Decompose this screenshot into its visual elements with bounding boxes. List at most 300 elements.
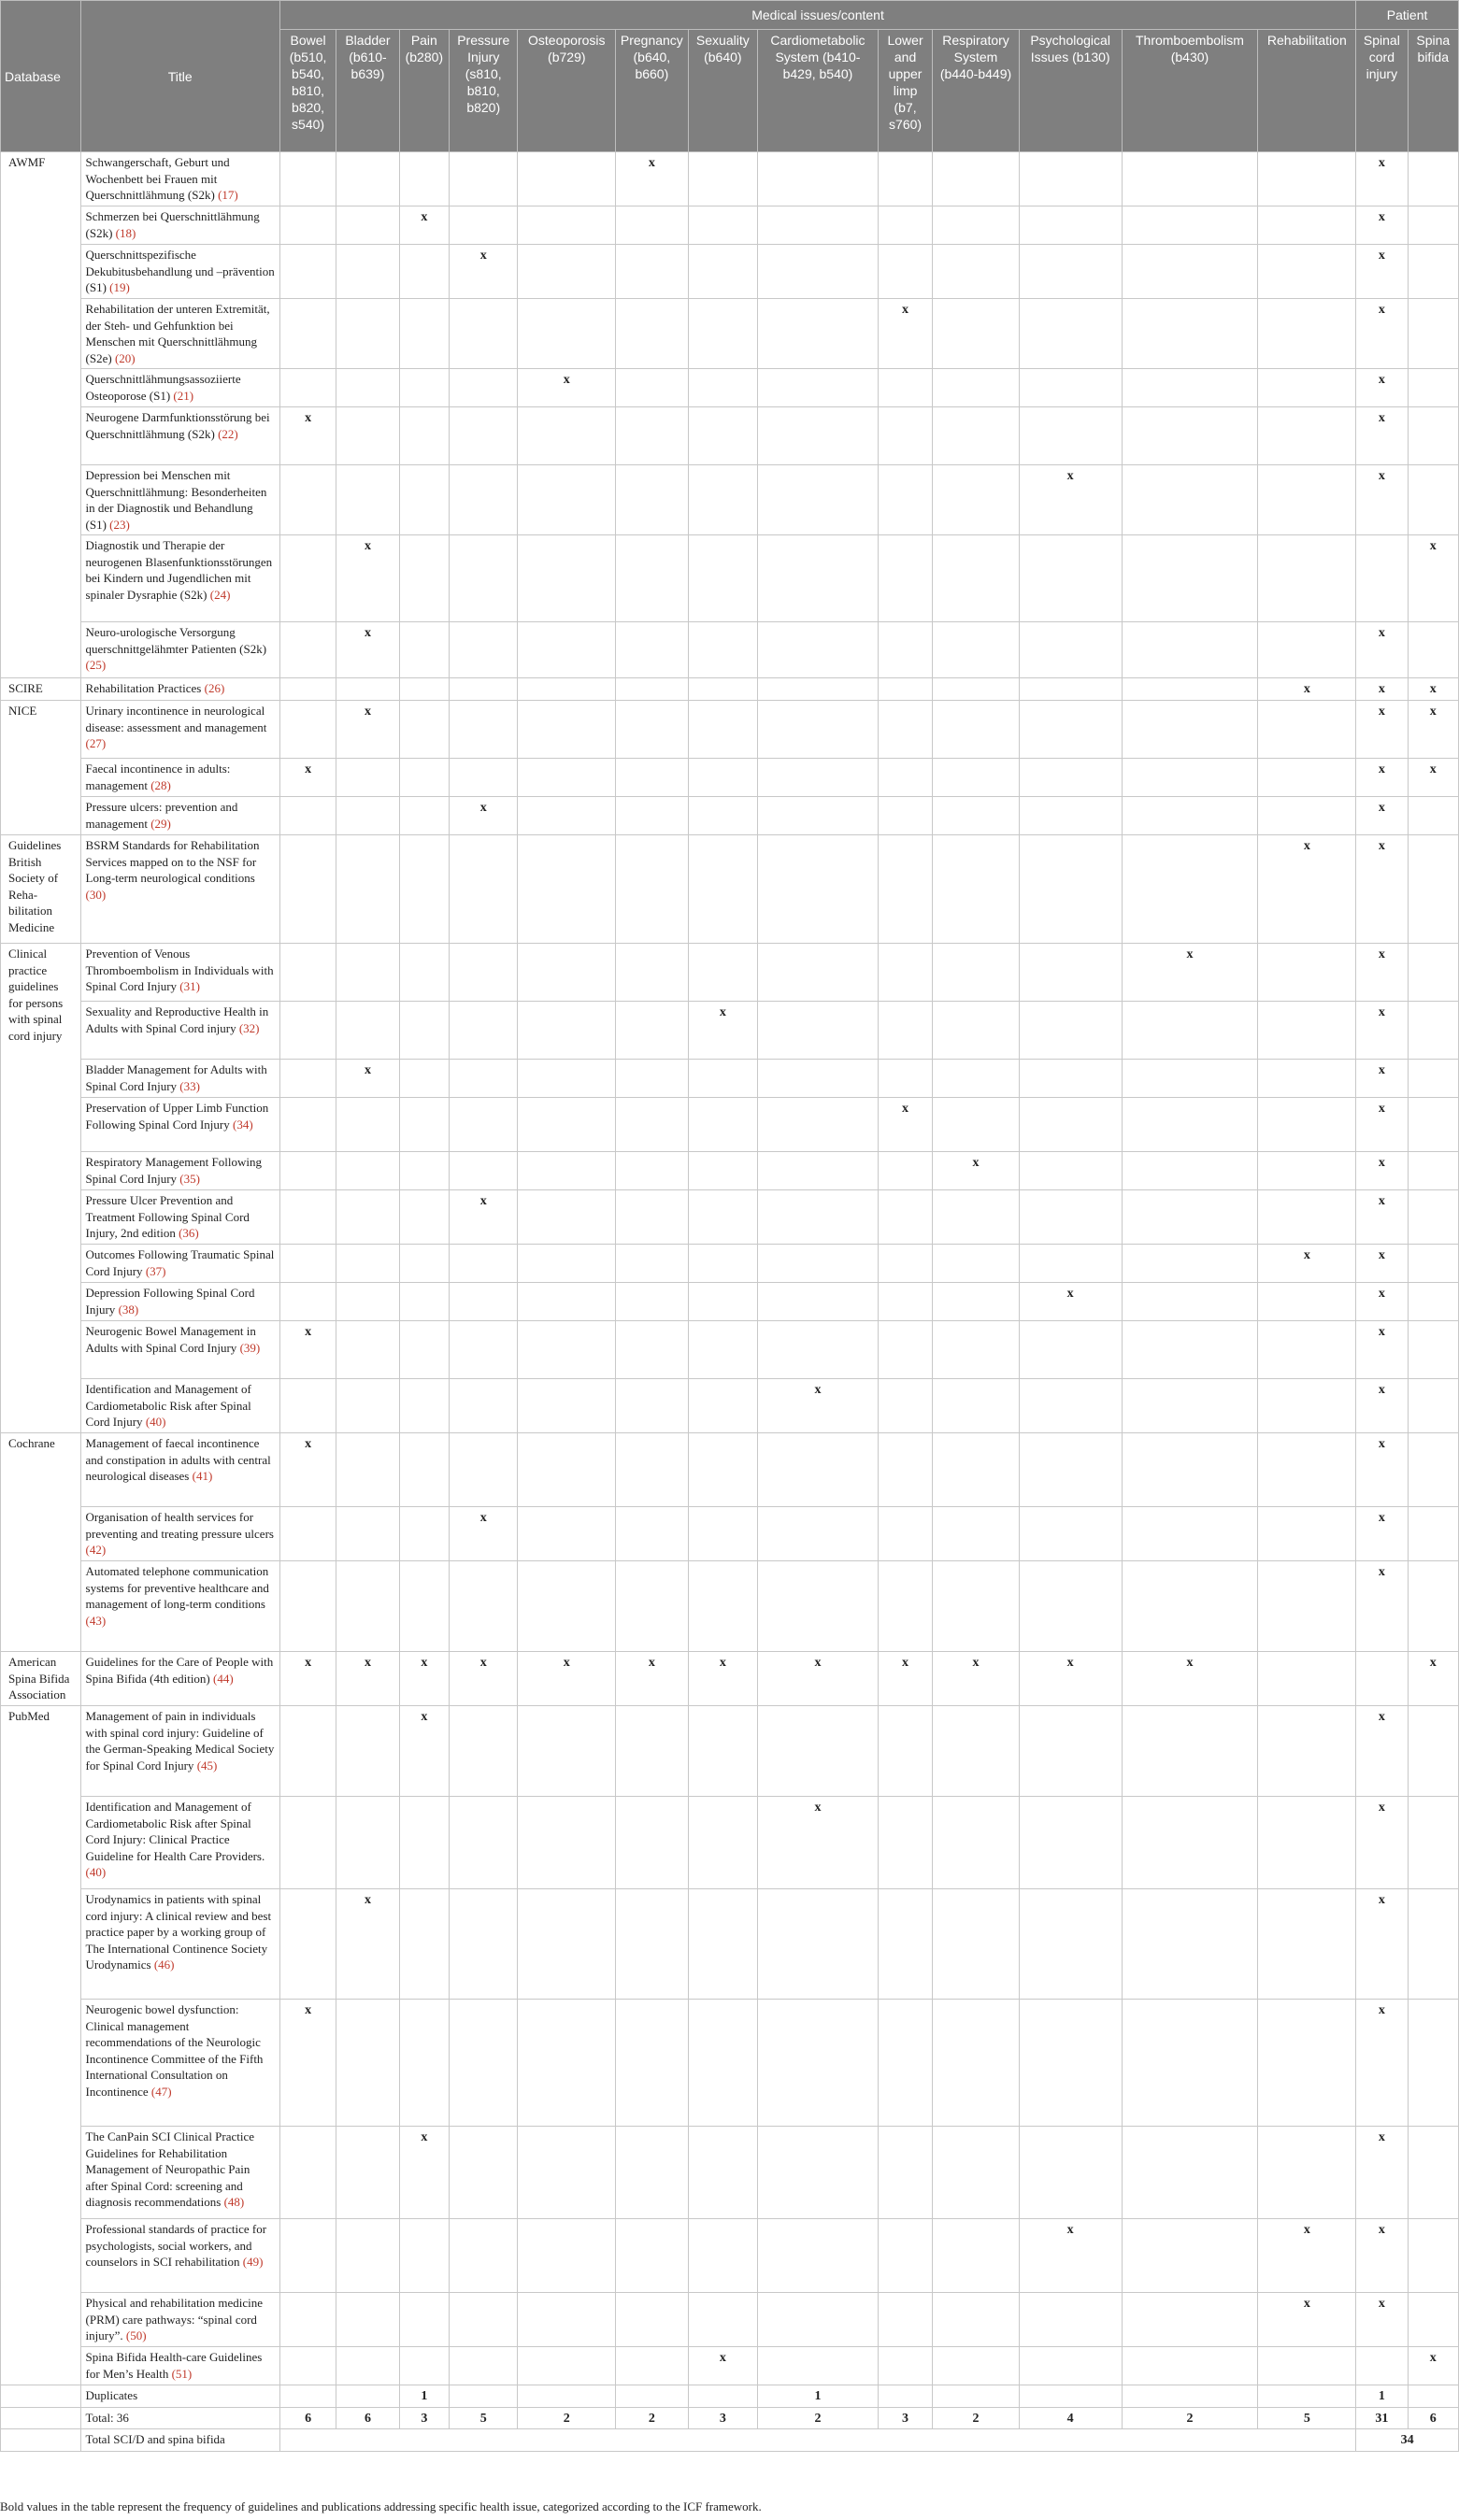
empty-cell <box>758 759 879 797</box>
guideline-title: Pressure ulcers: prevention and management <box>85 800 238 831</box>
empty-cell <box>933 1889 1020 2000</box>
mark-cell: x <box>758 1652 879 1706</box>
empty-cell <box>688 152 757 206</box>
empty-cell <box>1019 1797 1122 1889</box>
mark-cell: x <box>399 1706 449 1797</box>
empty-cell <box>450 152 518 206</box>
empty-cell <box>1019 299 1122 369</box>
empty-cell <box>518 1283 616 1321</box>
mark-cell: x <box>1019 1283 1122 1321</box>
empty-cell <box>279 1561 336 1652</box>
empty-cell <box>279 835 336 944</box>
empty-cell <box>1408 2127 1458 2219</box>
empty-cell <box>450 1321 518 1379</box>
table-row <box>1 1002 1459 1060</box>
title-cell <box>80 465 279 535</box>
empty-cell <box>450 1379 518 1433</box>
mark-cell: x <box>1356 835 1408 944</box>
empty-cell <box>279 1379 336 1433</box>
empty-cell <box>279 1797 336 1889</box>
empty-cell <box>616 1283 688 1321</box>
empty-cell <box>450 1561 518 1652</box>
reference-link[interactable]: (45) <box>196 1758 218 1773</box>
empty-cell <box>1122 2347 1258 2385</box>
empty-cell <box>616 759 688 797</box>
empty-cell <box>688 759 757 797</box>
empty-cell <box>688 1433 757 1507</box>
guideline-title: Identification and Management of Cardiometabolic Risk after Spinal Cord Injury: Clinical Practice Guideline for Health Care Providers. <box>85 1800 265 1863</box>
empty-cell <box>1122 759 1258 797</box>
guideline-title: Querschnittlähmungsassoziierte Osteoporose (S1) <box>85 372 241 403</box>
summary-value: 5 <box>450 2407 518 2429</box>
empty-cell <box>933 759 1020 797</box>
reference-link[interactable]: (26) <box>204 681 225 695</box>
empty-cell <box>450 369 518 407</box>
mark-cell: x <box>1408 678 1458 701</box>
mark-cell: x <box>1356 1379 1408 1433</box>
empty-cell <box>279 2293 336 2347</box>
empty-cell <box>399 1321 449 1379</box>
empty-cell <box>933 1561 1020 1652</box>
empty-cell <box>1122 206 1258 245</box>
empty-cell <box>616 245 688 299</box>
empty-cell <box>1258 1321 1356 1379</box>
mark-cell: x <box>616 1652 688 1706</box>
empty-cell <box>1019 1002 1122 1060</box>
empty-cell <box>279 944 336 1002</box>
empty-cell <box>1408 1060 1458 1098</box>
mark-cell: x <box>279 1321 336 1379</box>
column-header: Respiratory System (b440-b449) <box>933 30 1020 152</box>
empty-cell <box>616 1889 688 2000</box>
empty-cell <box>1408 1889 1458 2000</box>
mark-cell: x <box>1019 465 1122 535</box>
reference-link[interactable]: (44) <box>213 1671 234 1686</box>
empty-cell <box>1122 1561 1258 1652</box>
empty-cell <box>399 2000 449 2127</box>
table-row <box>1 1379 1459 1433</box>
empty-cell <box>1019 206 1122 245</box>
table-row <box>1 1433 1459 1507</box>
empty-cell <box>279 1507 336 1561</box>
empty-cell <box>518 465 616 535</box>
empty-cell <box>878 2219 932 2293</box>
reference-link[interactable]: (18) <box>115 225 136 240</box>
reference-link[interactable]: (39) <box>239 1340 261 1355</box>
empty-cell <box>688 245 757 299</box>
mark-cell: x <box>758 1379 879 1433</box>
title-cell <box>80 1002 279 1060</box>
column-header: Lower and upper limp (b7, s760) <box>878 30 932 152</box>
empty-cell <box>878 1706 932 1797</box>
empty-cell <box>279 2429 1355 2452</box>
guideline-title: Preservation of Upper Limb Function Following Spinal Cord Injury <box>85 1101 269 1132</box>
empty-cell <box>279 2347 336 2385</box>
empty-cell <box>279 206 336 245</box>
mark-cell: x <box>1356 1561 1408 1652</box>
empty-cell <box>279 369 336 407</box>
empty-cell <box>688 535 757 622</box>
summary-value <box>518 2385 616 2408</box>
guideline-title: Neurogenic Bowel Management in Adults with Spinal Cord Injury <box>85 1324 256 1355</box>
title-cell <box>80 1245 279 1283</box>
empty-cell <box>518 759 616 797</box>
empty-cell <box>1019 2347 1122 2385</box>
empty-cell <box>1122 1797 1258 1889</box>
guideline-title: Respiratory Management Following Spinal Cord Injury <box>85 1155 262 1186</box>
empty-cell <box>933 1190 1020 1245</box>
header-database: Database <box>1 1 81 152</box>
empty-cell <box>1019 245 1122 299</box>
database-cell: PubMed <box>1 1706 81 2385</box>
mark-cell: x <box>279 1652 336 1706</box>
empty-cell <box>518 535 616 622</box>
mark-cell: x <box>758 1797 879 1889</box>
empty-cell <box>336 465 399 535</box>
empty-cell <box>450 465 518 535</box>
empty-cell <box>1 2407 81 2429</box>
reference-link[interactable]: (25) <box>85 658 107 672</box>
summary-value <box>450 2385 518 2408</box>
title-cell <box>80 152 279 206</box>
empty-cell <box>399 622 449 678</box>
empty-cell <box>279 1245 336 1283</box>
mark-cell: x <box>450 1190 518 1245</box>
empty-cell <box>758 2293 879 2347</box>
empty-cell <box>878 678 932 701</box>
title-cell <box>80 1060 279 1098</box>
header-title: Title <box>80 1 279 152</box>
reference-link[interactable]: (28) <box>150 777 171 792</box>
title-cell <box>80 622 279 678</box>
mark-cell: x <box>1408 1652 1458 1706</box>
table-row <box>1 369 1459 407</box>
empty-cell <box>336 797 399 835</box>
empty-cell <box>1122 299 1258 369</box>
reference-link[interactable]: (42) <box>85 1543 107 1557</box>
mark-cell: x <box>1356 1152 1408 1190</box>
mark-cell: x <box>933 1152 1020 1190</box>
empty-cell <box>1122 1245 1258 1283</box>
guideline-title: Organisation of health services for preventing and treating pressure ulcers <box>85 1510 274 1541</box>
empty-cell <box>1258 2347 1356 2385</box>
reference-link[interactable]: (30) <box>85 887 107 902</box>
empty-cell <box>758 1245 879 1283</box>
empty-cell <box>1258 1002 1356 1060</box>
mark-cell: x <box>279 407 336 465</box>
table-row <box>1 1152 1459 1190</box>
reference-link[interactable]: (46) <box>153 1958 175 1972</box>
empty-cell <box>933 535 1020 622</box>
empty-cell <box>933 1321 1020 1379</box>
empty-cell <box>878 1797 932 1889</box>
reference-link[interactable]: (50) <box>125 2328 147 2342</box>
empty-cell <box>688 701 757 759</box>
empty-cell <box>1019 1152 1122 1190</box>
empty-cell <box>279 1706 336 1797</box>
mark-cell: x <box>933 1652 1020 1706</box>
empty-cell <box>1122 835 1258 944</box>
empty-cell <box>399 299 449 369</box>
empty-cell <box>758 622 879 678</box>
empty-cell <box>518 1379 616 1433</box>
reference-link[interactable]: (51) <box>171 2366 193 2381</box>
reference-link[interactable]: (31) <box>179 979 200 993</box>
empty-cell <box>1122 701 1258 759</box>
title-cell <box>80 2000 279 2127</box>
title-cell <box>80 2347 279 2385</box>
empty-cell <box>878 1245 932 1283</box>
totals-row <box>1 2407 1459 2429</box>
empty-cell <box>758 1561 879 1652</box>
empty-cell <box>688 1190 757 1245</box>
mark-cell: x <box>1356 2293 1408 2347</box>
empty-cell <box>450 1098 518 1152</box>
empty-cell <box>1122 1379 1258 1433</box>
empty-cell <box>450 1433 518 1507</box>
empty-cell <box>1408 2293 1458 2347</box>
mark-cell: x <box>399 2127 449 2219</box>
reference-link[interactable]: (33) <box>179 1078 200 1093</box>
empty-cell <box>336 245 399 299</box>
title-cell <box>80 1433 279 1507</box>
reference-link[interactable]: (29) <box>150 816 171 831</box>
reference-link[interactable]: (40) <box>145 1415 166 1429</box>
database-cell: NICE <box>1 701 81 835</box>
empty-cell <box>1019 797 1122 835</box>
reference-link[interactable]: (23) <box>109 517 130 532</box>
table-row <box>1 1321 1459 1379</box>
summary-value: 3 <box>878 2407 932 2429</box>
empty-cell <box>1408 1245 1458 1283</box>
empty-cell <box>878 944 932 1002</box>
title-cell <box>80 2219 279 2293</box>
reference-link[interactable]: (21) <box>173 388 194 403</box>
empty-cell <box>933 1433 1020 1507</box>
empty-cell <box>758 944 879 1002</box>
empty-cell <box>688 2219 757 2293</box>
empty-cell <box>758 2000 879 2127</box>
table-row <box>1 407 1459 465</box>
database-cell: Cochrane <box>1 1433 81 1652</box>
empty-cell <box>518 206 616 245</box>
empty-cell <box>933 1245 1020 1283</box>
mark-cell: x <box>1356 2127 1408 2219</box>
header-patient: Patient <box>1356 1 1459 30</box>
reference-link[interactable]: (17) <box>218 188 238 202</box>
mark-cell: x <box>1356 1283 1408 1321</box>
empty-cell <box>1408 465 1458 535</box>
summary-value: 1 <box>758 2385 879 2408</box>
column-header: Spina bifida <box>1408 30 1458 152</box>
mark-cell: x <box>616 152 688 206</box>
empty-cell <box>933 1002 1020 1060</box>
empty-cell <box>399 1797 449 1889</box>
reference-link[interactable]: (43) <box>85 1613 107 1628</box>
title-cell <box>80 1190 279 1245</box>
empty-cell <box>1258 1433 1356 1507</box>
guideline-title: Identification and Management of Cardiometabolic Risk after Spinal Cord Injury <box>85 1382 251 1429</box>
empty-cell <box>1356 535 1408 622</box>
empty-cell <box>450 2000 518 2127</box>
empty-cell <box>279 2127 336 2219</box>
empty-cell <box>1408 1561 1458 1652</box>
empty-cell <box>758 2219 879 2293</box>
empty-cell <box>450 1002 518 1060</box>
table-row <box>1 1060 1459 1098</box>
empty-cell <box>933 2347 1020 2385</box>
table-row <box>1 1889 1459 2000</box>
empty-cell <box>616 1561 688 1652</box>
column-header: Spinal cord injury <box>1356 30 1408 152</box>
guideline-title: Depression bei Menschen mit Querschnittlähmung: Besonderheiten in der Diagnostik und Behandlung (S1) <box>85 468 267 532</box>
reference-link[interactable]: (24) <box>209 587 231 602</box>
empty-cell <box>1019 1507 1122 1561</box>
summary-value <box>279 2385 336 2408</box>
empty-cell <box>616 1098 688 1152</box>
empty-cell <box>279 797 336 835</box>
empty-cell <box>758 535 879 622</box>
mark-cell: x <box>1356 206 1408 245</box>
empty-cell <box>1258 1797 1356 1889</box>
empty-cell <box>1122 2293 1258 2347</box>
empty-cell <box>933 944 1020 1002</box>
reference-link[interactable]: (49) <box>242 2255 264 2269</box>
empty-cell <box>450 944 518 1002</box>
title-cell <box>80 759 279 797</box>
reference-link[interactable]: (32) <box>238 1020 260 1035</box>
empty-cell <box>1258 1652 1356 1706</box>
empty-cell <box>399 1507 449 1561</box>
empty-cell <box>450 206 518 245</box>
empty-cell <box>1258 535 1356 622</box>
empty-cell <box>1258 759 1356 797</box>
reference-link[interactable]: (40) <box>85 1865 107 1879</box>
empty-cell <box>1408 2219 1458 2293</box>
empty-cell <box>1122 2000 1258 2127</box>
table-footnote: Bold values in the table represent the frequency of guidelines and publications addressing specific health issue, categorized according to the ICF framework. <box>0 2499 762 2513</box>
empty-cell <box>1122 622 1258 678</box>
mark-cell: x <box>1356 1098 1408 1152</box>
reference-link[interactable]: (41) <box>192 1469 213 1483</box>
mark-cell: x <box>336 622 399 678</box>
empty-cell <box>336 1190 399 1245</box>
empty-cell <box>688 206 757 245</box>
guideline-title: Rehabilitation Practices <box>85 681 202 695</box>
table-row <box>1 206 1459 245</box>
empty-cell <box>688 1797 757 1889</box>
title-cell <box>80 835 279 944</box>
empty-cell <box>758 1433 879 1507</box>
empty-cell <box>1122 1152 1258 1190</box>
summary-value: 3 <box>688 2407 757 2429</box>
empty-cell <box>518 1706 616 1797</box>
mark-cell: x <box>878 1098 932 1152</box>
table-row <box>1 622 1459 678</box>
title-cell <box>80 1889 279 2000</box>
reference-link[interactable]: (47) <box>150 2084 172 2099</box>
reference-link[interactable]: (48) <box>223 2195 245 2209</box>
summary-value: 1 <box>1356 2385 1408 2408</box>
mark-cell: x <box>399 1652 449 1706</box>
reference-link[interactable]: (36) <box>179 1226 199 1240</box>
database-cell: SCIRE <box>1 678 81 701</box>
mark-cell: x <box>279 759 336 797</box>
empty-cell <box>878 622 932 678</box>
empty-cell <box>758 797 879 835</box>
table-row <box>1 2000 1459 2127</box>
title-cell <box>80 1797 279 1889</box>
empty-cell <box>758 1152 879 1190</box>
reference-link[interactable]: (27) <box>85 736 107 750</box>
empty-cell <box>688 369 757 407</box>
table-row <box>1 835 1459 944</box>
empty-cell <box>450 622 518 678</box>
empty-cell <box>518 1060 616 1098</box>
empty-cell <box>399 759 449 797</box>
empty-cell <box>616 1002 688 1060</box>
empty-cell <box>758 1321 879 1379</box>
empty-cell <box>518 299 616 369</box>
empty-cell <box>336 1379 399 1433</box>
empty-cell <box>336 152 399 206</box>
mark-cell: x <box>1356 369 1408 407</box>
mark-cell: x <box>450 1652 518 1706</box>
empty-cell <box>1408 245 1458 299</box>
reference-link[interactable]: (22) <box>218 426 238 441</box>
mark-cell: x <box>450 1507 518 1561</box>
empty-cell <box>616 1152 688 1190</box>
empty-cell <box>1019 1321 1122 1379</box>
reference-link[interactable]: (19) <box>109 280 130 294</box>
empty-cell <box>336 1002 399 1060</box>
mark-cell: x <box>1019 1652 1122 1706</box>
mark-cell: x <box>1356 1245 1408 1283</box>
guideline-title: Faecal incontinence in adults: management <box>85 762 231 792</box>
mark-cell: x <box>1258 1245 1356 1283</box>
summary-value: 2 <box>1122 2407 1258 2429</box>
empty-cell <box>1122 535 1258 622</box>
summary-value <box>1019 2385 1122 2408</box>
empty-cell <box>878 152 932 206</box>
reference-link[interactable]: (35) <box>179 1171 200 1186</box>
empty-cell <box>1258 465 1356 535</box>
empty-cell <box>688 1321 757 1379</box>
empty-cell <box>933 245 1020 299</box>
mark-cell: x <box>1356 1797 1408 1889</box>
empty-cell <box>1408 1190 1458 1245</box>
empty-cell <box>1019 1706 1122 1797</box>
empty-cell <box>933 2293 1020 2347</box>
empty-cell <box>399 1379 449 1433</box>
reference-link[interactable]: (20) <box>114 350 136 365</box>
empty-cell <box>336 206 399 245</box>
empty-cell <box>616 701 688 759</box>
reference-link[interactable]: (37) <box>145 1263 166 1278</box>
empty-cell <box>399 2347 449 2385</box>
guideline-title: Schwangerschaft, Geburt und Wochenbett bei Frauen mit Querschnittlähmung (S2k) <box>85 155 230 202</box>
column-header: Rehabilitation <box>1258 30 1356 152</box>
empty-cell <box>878 1190 932 1245</box>
empty-cell <box>933 2000 1020 2127</box>
reference-link[interactable]: (38) <box>118 1302 139 1317</box>
reference-link[interactable]: (34) <box>232 1117 253 1132</box>
empty-cell <box>1258 1379 1356 1433</box>
empty-cell <box>758 1283 879 1321</box>
empty-cell <box>518 1507 616 1561</box>
empty-cell <box>933 701 1020 759</box>
empty-cell <box>616 944 688 1002</box>
